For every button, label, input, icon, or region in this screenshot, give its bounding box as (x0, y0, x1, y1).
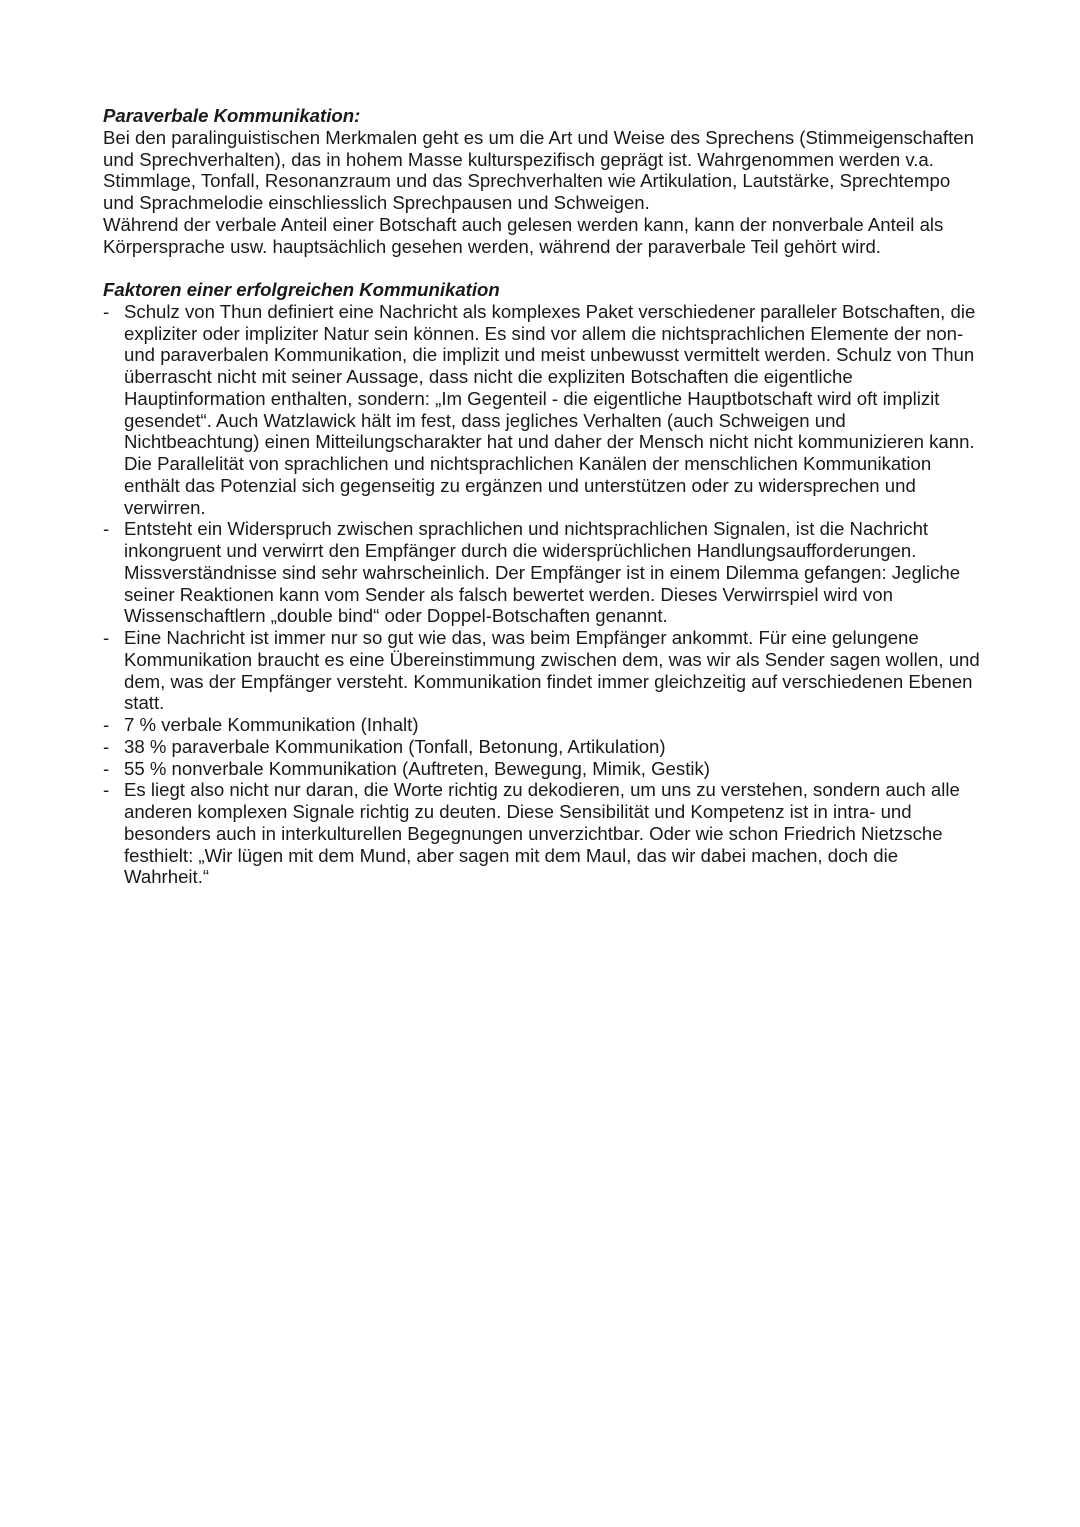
section-spacer (103, 257, 983, 279)
list-item (103, 736, 983, 758)
bullet-dash: - (103, 757, 110, 779)
bullet-dash: - (103, 627, 110, 648)
bullet-dash: - (103, 518, 110, 540)
bullet-list (103, 301, 983, 888)
list-item-text: Es liegt also nicht nur daran, die Worte richtig zu dekodieren, um uns zu verstehen, sondern auch alle anderen komplexen Signale richtig zu deuten. Diese Sensibilität und Kompetenz ist in intra- und besonders auch in interkulturellen Begegnungen unverzichtbar. Oder wie schon Friedrich Nietzsche festhielt: „Wir lügen mit dem Mund, aber sagen mit dem Maul, das wir dabei machen, doch die Wahrheit.“ (124, 779, 960, 888)
list-item (103, 714, 983, 736)
list-item (103, 627, 983, 714)
bullet-dash: - (103, 300, 110, 322)
section-heading-paraverbal: Paraverbale Kommunikation: (103, 105, 361, 126)
list-item (103, 758, 983, 780)
list-item-text: Eine Nachricht ist immer nur so gut wie das, was beim Empfänger ankommt. Für eine gelungene Kommunikation braucht es eine Übereinstimmung zwischen dem, was wir als Sender sagen wollen, und dem, was der Empfänger versteht. Kommunikation findet immer gleichzeitig auf verschiedenen Ebenen statt. (124, 627, 980, 714)
bullet-dash: - (103, 779, 110, 801)
document-page (103, 105, 983, 888)
list-item-text: 55 % nonverbale Kommunikation (Auftreten, Bewegung, Mimik, Gestik) (124, 757, 710, 779)
list-item-text: Entsteht ein Widerspruch zwischen sprachlichen und nichtsprachlichen Signalen, ist die Nachricht inkongruent und verwirrt den Empfänger durch die widersprüchlichen Handlungsaufforderungen. Missverständnisse sind sehr wahrscheinlich. Der Empfänger ist in einem Dilemma gefangen: Jegliche seiner Reaktionen kann vom Sender als falsch bewertet werden. Dieses Verwirrspiel wird von Wissenschaftlern „double bind“ oder Doppel-Botschaften genannt. (124, 518, 961, 627)
list-item (103, 779, 983, 888)
bullet-dash: - (103, 735, 110, 757)
list-item (103, 301, 983, 519)
bullet-dash: - (103, 714, 110, 735)
paragraph: Bei den paralinguistischen Merkmalen geht es um die Art und Weise des Sprechens (Stimmeigenschaften und Sprechverhalten), das in hohem Masse kulturspezifisch geprägt ist. Wahrgenommen werden v.a. Stimmlage, Tonfall, Resonanzraum und das Sprechverhalten wie Artikulation, Lautstärke, Sprechtempo und Sprachmelodie einschliesslich Sprechpausen und Schweigen. (103, 126, 974, 213)
list-item-text: Schulz von Thun definiert eine Nachricht als komplexes Paket verschiedener paralleler Botschaften, die expliziter oder impliziter Natur sein können. Es sind vor allem die nichtsprachlichen Elemente der non- und paraverbalen Kommunikation, die implizit und meist unbewusst vermittelt werden. Schulz von Thun überrascht nicht mit seiner Aussage, dass nicht die expliziten Botschaften die eigentliche Hauptinformation enthalten, sondern: „Im Gegenteil - die eigentliche Hauptbotschaft wird oft implizit gesendet“. Auch Watzlawick hält im fest, dass jegliches Verhalten (auch Schweigen und Nichtbeachtung) einen Mitteilungscharakter hat und daher der Mensch nicht nicht kommunizieren kann. Die Parallelität von sprachlichen und nichtsprachlichen Kanälen der menschlichen Kommunikation enthält das Potenzial sich gegenseitig zu ergänzen und unterstützen oder zu widersprechen und verwirren. (124, 300, 976, 518)
list-item (103, 518, 983, 627)
list-item-text: 7 % verbale Kommunikation (Inhalt) (124, 714, 419, 735)
section-heading-faktoren: Faktoren einer erfolgreichen Kommunikation (103, 279, 500, 300)
paragraph: Während der verbale Anteil einer Botschaft auch gelesen werden kann, kann der nonverbale Anteil als Körpersprache usw. hauptsächlich gesehen werden, während der paraverbale Teil gehört wird. (103, 213, 944, 257)
list-item-text: 38 % paraverbale Kommunikation (Tonfall, Betonung, Artikulation) (124, 735, 666, 757)
